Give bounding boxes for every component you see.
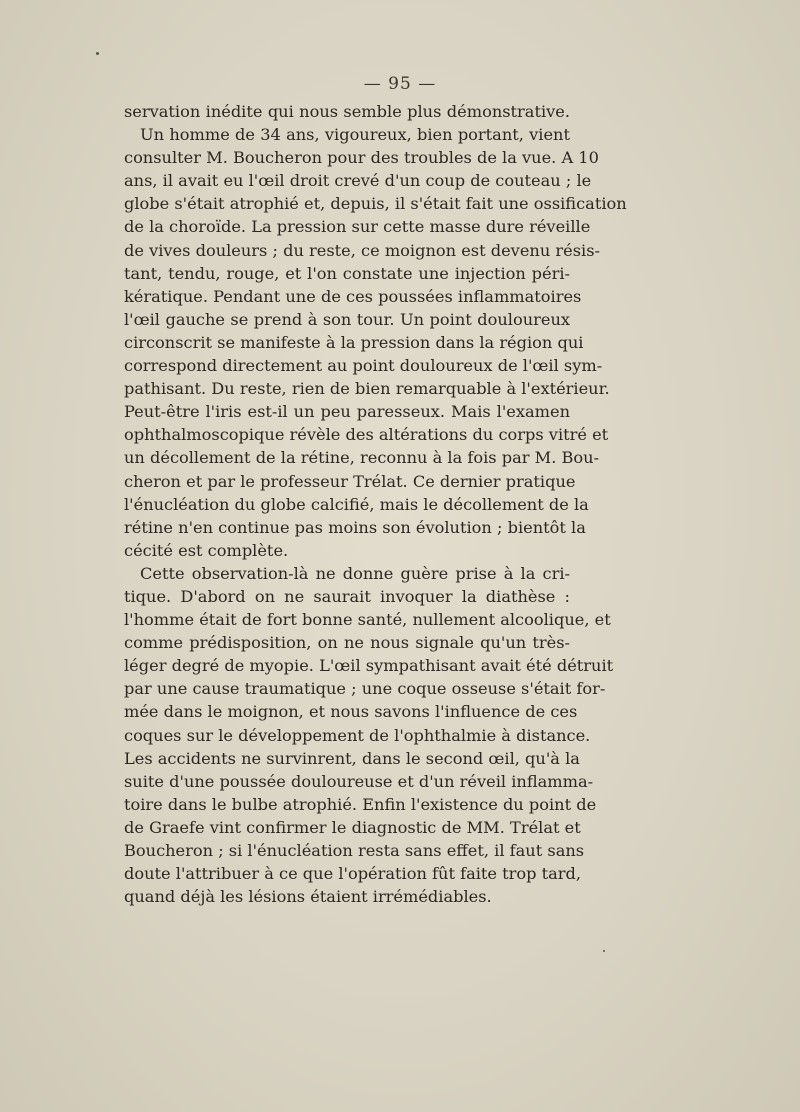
text-line: par une cause traumatique ; une coque osseuse s'était for-	[124, 679, 606, 699]
text-line: consulter M. Boucheron pour des troubles de la vue. A 10	[124, 148, 599, 168]
paper-speck	[96, 52, 99, 55]
text-line: cheron et par le professeur Trélat. Ce dernier pratique	[124, 471, 576, 491]
text-line: rétine n'en continue pas moins son évolution ; bientôt la	[124, 517, 586, 537]
text-line: pathisant. Du reste, rien de bien remarquable à l'extérieur.	[124, 379, 610, 399]
text-line: l'œil gauche se prend à son tour. Un point douloureux	[124, 309, 570, 329]
text-line: servation inédite qui nous semble plus démonstrative.	[124, 102, 570, 121]
text-line: l'homme était de fort bonne santé, nullement alcoolique, et	[124, 610, 611, 630]
text-line: suite d'une poussée douloureuse et d'un réveil inflamma-	[124, 771, 594, 791]
text-line: Peut-être l'iris est-il un peu paresseux. Mais l'examen	[124, 402, 570, 422]
text-line: comme prédisposition, on ne nous signale qu'un très-	[124, 633, 570, 653]
text-line: de vives douleurs ; du reste, ce moignon est devenu résis-	[124, 240, 600, 260]
text-line: circonscrit se manifeste à la pression dans la région qui	[124, 332, 584, 352]
text-line: Un homme de 34 ans, vigoureux, bien portant, vient	[140, 125, 570, 145]
text-line: de la choroïde. La pression sur cette masse dure réveille	[124, 217, 591, 237]
text-line: mée dans le moignon, et nous savons l'influence de ces	[124, 702, 578, 722]
text-line: quand déjà les lésions étaient irrémédiables.	[124, 887, 492, 907]
text-line: Boucheron ; si l'énucléation resta sans effet, il faut sans	[124, 841, 585, 860]
text-line: tant, tendu, rouge, et l'on constate une injection péri-	[124, 263, 570, 283]
text-line: l'énucléation du globe calcifié, mais le décollement de la	[124, 494, 589, 514]
body-text	[124, 100, 627, 908]
text-line: kératique. Pendant une de ces poussées inflammatoires	[124, 286, 582, 306]
text-line: de Graefe vint confirmer le diagnostic de MM. Trélat et	[124, 817, 581, 837]
paper-speck	[603, 950, 605, 952]
text-line: ophthalmoscopique révèle des altérations du corps vitré et	[124, 425, 609, 445]
text-line: coques sur le développement de l'ophthalmie à distance.	[124, 725, 591, 745]
page-number: — 95 —	[363, 74, 437, 94]
text-line: Les accidents ne survinrent, dans le second œil, qu'à la	[124, 748, 580, 768]
text-line: léger degré de myopie. L'œil sympathisant avait été détruit	[124, 656, 614, 676]
text-line: globe s'était atrophié et, depuis, il s'était fait une ossification	[124, 194, 627, 214]
text-line: doute l'attribuer à ce que l'opération fût faite trop tard,	[124, 864, 582, 884]
text-line: correspond directement au point douloureux de l'œil sym-	[124, 356, 603, 376]
text-line: cécité est complète.	[124, 540, 289, 560]
text-line: un décollement de la rétine, reconnu à la fois par M. Bou-	[124, 448, 600, 468]
text-line: toire dans le bulbe atrophié. Enfin l'existence du point de	[124, 794, 597, 814]
text-line: tique. D'abord on ne saurait invoquer la diathèse :	[124, 586, 570, 606]
text-line: Cette observation-là ne donne guère prise à la cri-	[140, 563, 570, 583]
text-line: ans, il avait eu l'œil droit crevé d'un coup de couteau ; le	[124, 171, 592, 191]
